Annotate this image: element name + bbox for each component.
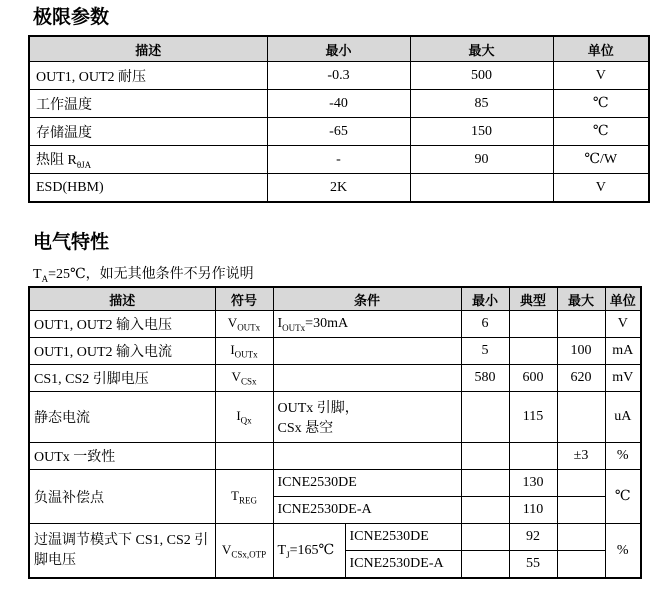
- cell-max: 500: [410, 62, 553, 90]
- cell-desc: OUT1, OUT2 输入电压: [29, 311, 215, 338]
- header-desc: 描述: [29, 287, 215, 311]
- cell-unit: %: [605, 524, 641, 579]
- header-max: 最大: [557, 287, 605, 311]
- cell-unit: ℃: [605, 470, 641, 524]
- cell-typ: 92: [509, 524, 557, 551]
- condition-symbol: I: [277, 315, 283, 331]
- cell-condition: [273, 524, 345, 579]
- table-row: [29, 470, 641, 497]
- table-row: [29, 392, 641, 443]
- symbol-text: T: [231, 487, 239, 503]
- symbol-subscript: CSx: [240, 376, 257, 387]
- condition-subscript: OUTx: [282, 322, 306, 333]
- symbol-subscript: OUTx: [237, 322, 261, 333]
- cell-max: [557, 311, 605, 338]
- cell-min: [461, 524, 509, 551]
- cell-unit: ℃: [553, 90, 649, 118]
- table-row: [29, 174, 649, 203]
- cell-min: -65: [267, 118, 410, 146]
- cell-symbol: [215, 392, 273, 443]
- cell-min: 580: [461, 365, 509, 392]
- cell-symbol: [215, 470, 273, 524]
- electrical-table: [28, 286, 642, 579]
- condition-subscript: J: [286, 549, 290, 560]
- cell-min: [461, 443, 509, 470]
- table-row: [29, 90, 649, 118]
- symbol-text: V: [221, 541, 232, 557]
- table-row: [29, 118, 649, 146]
- symbol-subscript: CSx,OTP: [231, 549, 267, 560]
- symbol-text: V: [227, 315, 238, 331]
- cell-part: ICNE2530DE-A: [345, 551, 461, 579]
- cell-unit: mA: [605, 338, 641, 365]
- header-typ: 典型: [509, 287, 557, 311]
- table-row: [29, 338, 641, 365]
- header-min: 最小: [461, 287, 509, 311]
- cell-min: 5: [461, 338, 509, 365]
- table-row: [29, 146, 649, 174]
- header-condition: 条件: [273, 287, 461, 311]
- cell-typ: 110: [509, 497, 557, 524]
- cell-desc: 过温调节模式下 CS1, CS2 引脚电压: [29, 524, 215, 579]
- section-title-electrical: 电气特性: [33, 231, 110, 253]
- symbol-text: V: [231, 369, 241, 385]
- cell-max: [410, 174, 553, 203]
- cell-min: 6: [461, 311, 509, 338]
- condition-line-2: CSx 悬空: [277, 421, 334, 436]
- table-header-row: [29, 36, 649, 62]
- cell-desc: 工作温度: [29, 90, 267, 118]
- cell-max: [557, 497, 605, 524]
- limits-table: [28, 35, 650, 203]
- cell-unit: %: [605, 443, 641, 470]
- cell-symbol: [215, 311, 273, 338]
- section-title-limits: 极限参数: [33, 6, 110, 28]
- header-unit: 单位: [553, 36, 649, 62]
- cell-desc: OUTx 一致性: [29, 443, 215, 470]
- cell-max: 620: [557, 365, 605, 392]
- condition-text: =25℃，如无其他条件不另作说明: [48, 267, 254, 282]
- header-desc: 描述: [29, 36, 267, 62]
- cell-unit: V: [553, 62, 649, 90]
- cell-desc: OUT1, OUT2 输入电流: [29, 338, 215, 365]
- cell-symbol: [215, 443, 273, 470]
- cell-min: [461, 551, 509, 579]
- cell-max: [557, 470, 605, 497]
- cell-condition: [273, 311, 461, 338]
- cell-min: -: [267, 146, 410, 174]
- symbol-subscript: OUTx: [234, 349, 258, 360]
- header-unit: 单位: [605, 287, 641, 311]
- cell-symbol: [215, 365, 273, 392]
- cell-typ: 115: [509, 392, 557, 443]
- table-row: [29, 311, 641, 338]
- cell-desc: 存储温度: [29, 118, 267, 146]
- header-max: 最大: [410, 36, 553, 62]
- symbol-text: I: [230, 342, 235, 358]
- cell-part: ICNE2530DE: [345, 524, 461, 551]
- cell-condition: ICNE2530DE-A: [273, 497, 461, 524]
- cell-min: 2K: [267, 174, 410, 203]
- condition-value: =165℃: [289, 542, 335, 558]
- cell-unit: ℃: [553, 118, 649, 146]
- cell-desc: ESD(HBM): [29, 174, 267, 203]
- table-row: [29, 443, 641, 470]
- cell-unit: V: [553, 174, 649, 203]
- cell-desc: CS1, CS2 引脚电压: [29, 365, 215, 392]
- condition-symbol: T: [277, 542, 287, 558]
- cell-typ: [509, 443, 557, 470]
- cell-unit: ℃/W: [553, 146, 649, 174]
- cell-desc: [29, 146, 267, 174]
- cell-condition: [273, 443, 461, 470]
- symbol-subscript: Qx: [240, 415, 252, 426]
- cell-condition: ICNE2530DE: [273, 470, 461, 497]
- cell-desc: 静态电流: [29, 392, 215, 443]
- cell-min: -40: [267, 90, 410, 118]
- cell-symbol: [215, 524, 273, 579]
- cell-typ: 55: [509, 551, 557, 579]
- cell-desc: 负温补偿点: [29, 470, 215, 524]
- cell-min: [461, 497, 509, 524]
- condition-value: =30mA: [305, 315, 349, 331]
- table-row: [29, 365, 641, 392]
- cell-condition: [273, 365, 461, 392]
- condition-line-1: OUTx 引脚，: [277, 401, 359, 416]
- cell-max: 100: [557, 338, 605, 365]
- cell-max: 90: [410, 146, 553, 174]
- cell-unit: V: [605, 311, 641, 338]
- cell-typ: [509, 311, 557, 338]
- cell-max: 150: [410, 118, 553, 146]
- cell-desc-subscript: θJA: [76, 159, 92, 170]
- table-row: [29, 62, 649, 90]
- table-row: [29, 524, 641, 551]
- cell-typ: [509, 338, 557, 365]
- cell-max: 85: [410, 90, 553, 118]
- table-header-row: [29, 287, 641, 311]
- cell-symbol: [215, 338, 273, 365]
- cell-desc: OUT1, OUT2 耐压: [29, 62, 267, 90]
- cell-desc-text: 热阻 R: [36, 153, 77, 169]
- condition-note: [33, 263, 254, 284]
- condition-subscript: A: [41, 273, 49, 284]
- cell-max: [557, 524, 605, 551]
- cell-unit: mV: [605, 365, 641, 392]
- cell-typ: 600: [509, 365, 557, 392]
- cell-max: ±3: [557, 443, 605, 470]
- header-symbol: 符号: [215, 287, 273, 311]
- condition-prefix: T: [33, 267, 42, 282]
- symbol-subscript: REG: [238, 495, 257, 506]
- cell-condition: [273, 338, 461, 365]
- symbol-text: I: [236, 408, 241, 424]
- cell-condition: [273, 392, 461, 443]
- header-min: 最小: [267, 36, 410, 62]
- cell-min: -0.3: [267, 62, 410, 90]
- cell-min: [461, 470, 509, 497]
- cell-unit: uA: [605, 392, 641, 443]
- cell-max: [557, 551, 605, 579]
- cell-min: [461, 392, 509, 443]
- cell-typ: 130: [509, 470, 557, 497]
- cell-max: [557, 392, 605, 443]
